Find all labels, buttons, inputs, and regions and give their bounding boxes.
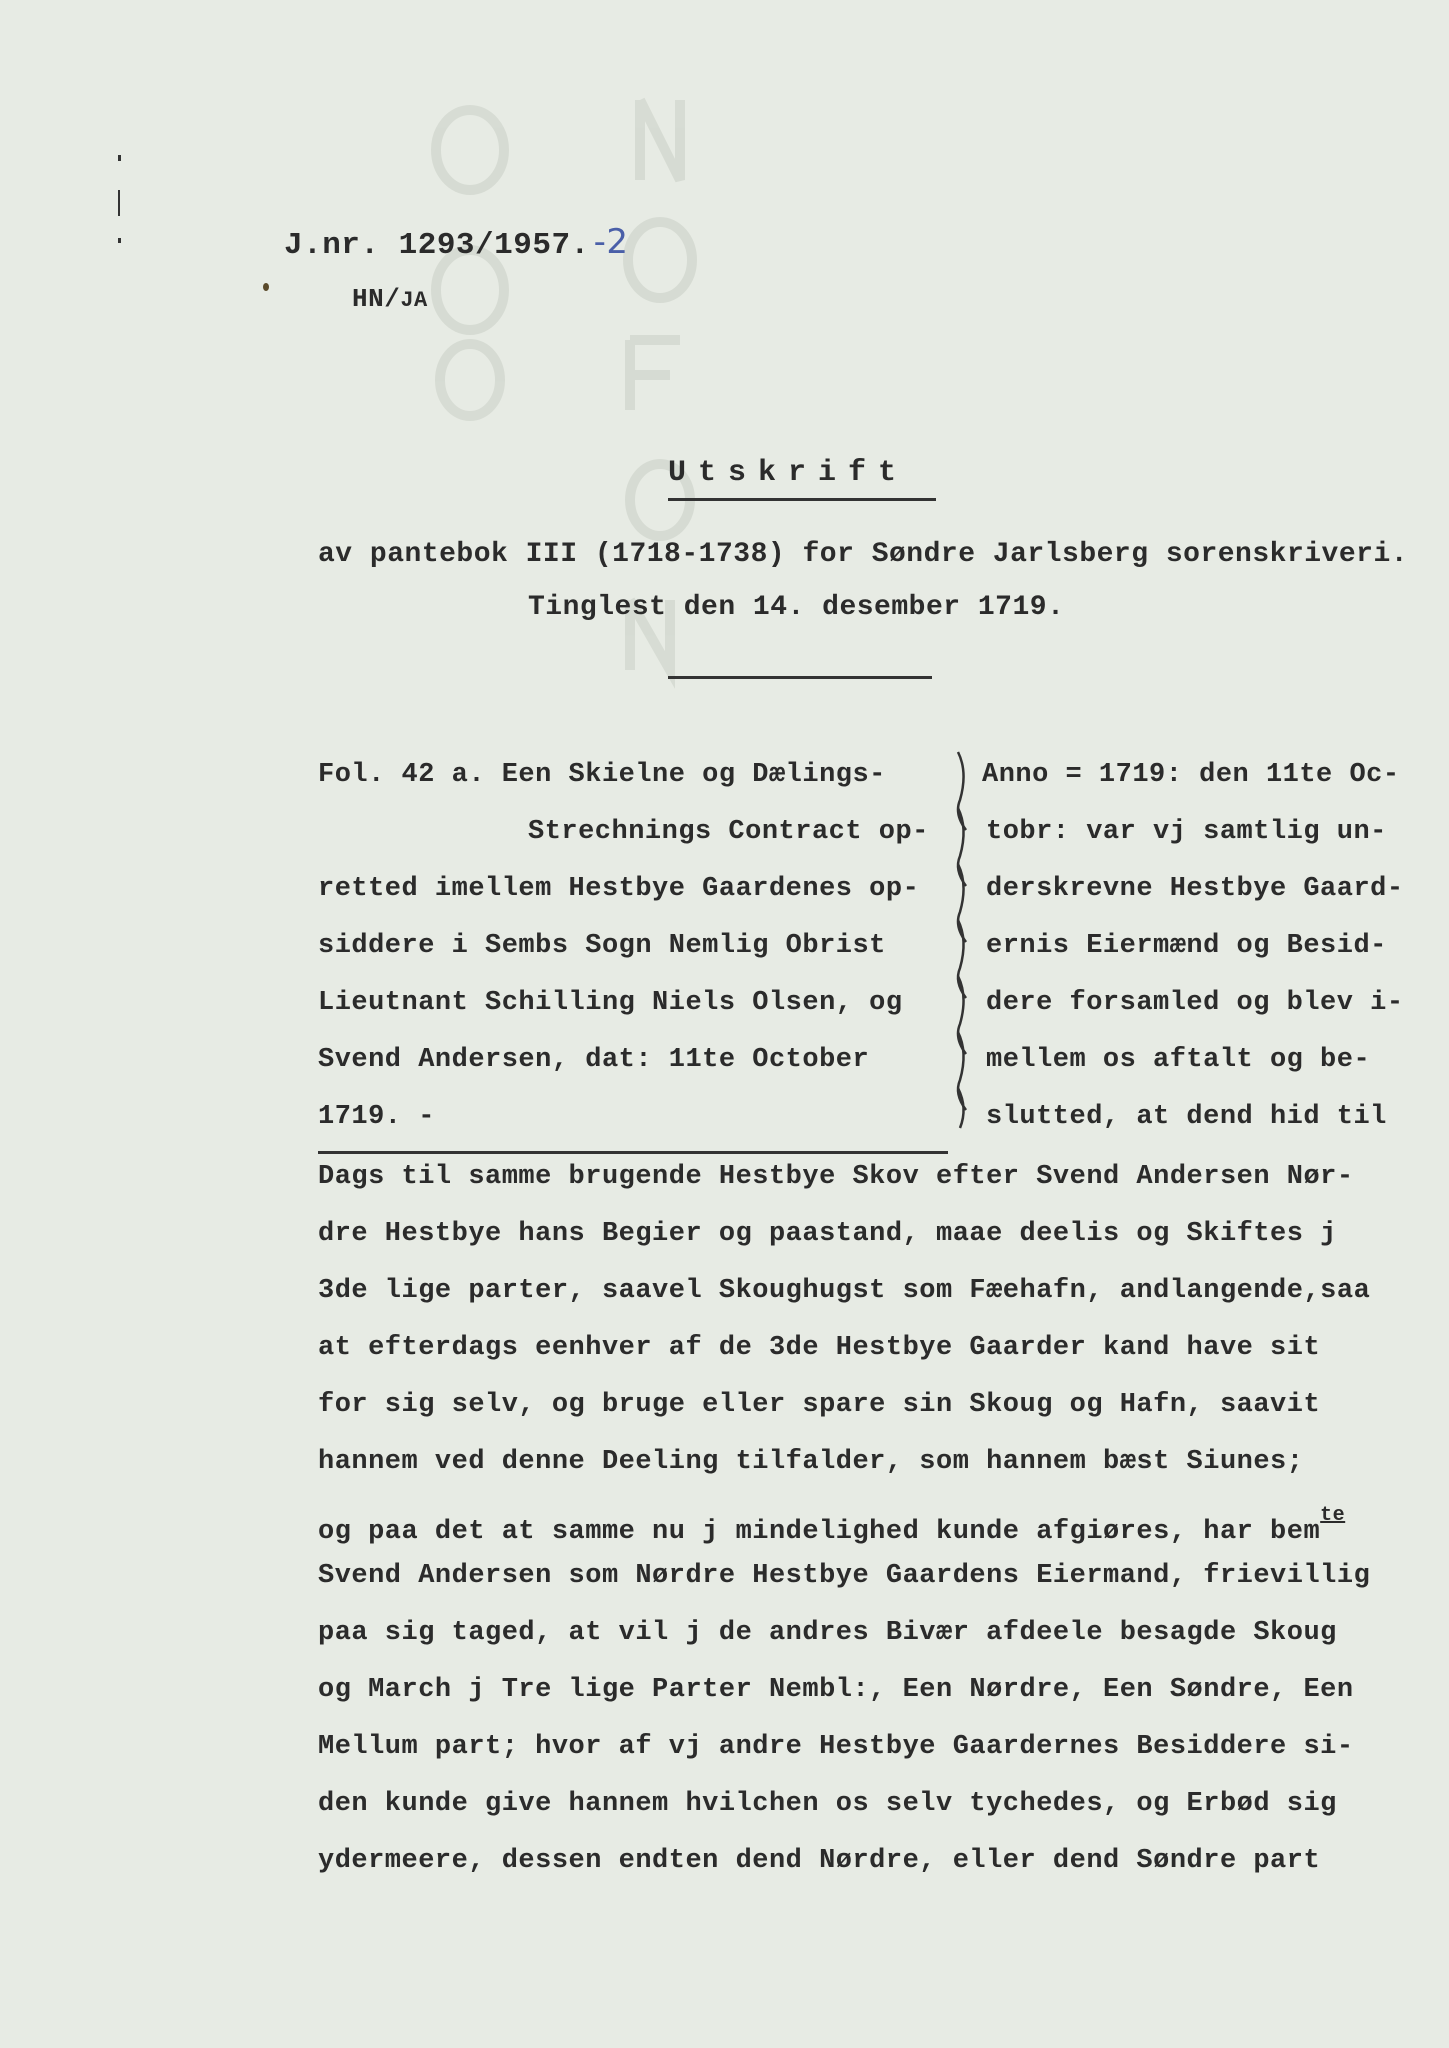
ink-dot — [263, 283, 269, 291]
left-line: retted imellem Hestbye Gaardenes op- — [318, 874, 920, 904]
body-line: og March j Tre lige Parter Nembl:, Een Nørdre, Een Søndre, Een — [318, 1675, 1354, 1705]
body-line: den kunde give hannem hvilchen os selv tychedes, og Erbød sig — [318, 1789, 1337, 1819]
right-line: mellem os aftalt og be- — [986, 1045, 1371, 1075]
margin-tick — [118, 155, 121, 161]
left-line: Lieutnant Schilling Niels Olsen, og — [318, 988, 903, 1018]
body-line: Mellum part; hvor af vj andre Hestbye Gaardernes Besiddere si- — [318, 1732, 1354, 1762]
left-line: Fol. 42 a. Een Skielne og Dælings- — [318, 760, 886, 790]
handwritten-annotation: -2 — [593, 222, 629, 262]
left-line: Strechnings Contract op- — [528, 817, 929, 847]
margin-tick — [118, 238, 121, 243]
body-line: 3de lige parter, saavel Skoughugst som Fæehafn, andlangende,saa — [318, 1276, 1371, 1306]
body-line: Svend Andersen som Nørdre Hestbye Gaardens Eiermand, frievillig — [318, 1561, 1371, 1591]
journal-number: J.nr. 1293/1957. -2 — [284, 222, 629, 263]
column-brace — [952, 748, 976, 1138]
document-title: Utskrift — [668, 456, 909, 490]
section-divider — [668, 676, 932, 679]
body-line: dre Hestbye hans Begier og paastand, maae deelis og Skiftes j — [318, 1219, 1337, 1249]
body-line: for sig selv, og bruge eller spare sin Skoug og Hafn, saavit — [318, 1390, 1321, 1420]
superscript: te — [1320, 1504, 1346, 1527]
right-line: tobr: var vj samtlig un- — [986, 817, 1387, 847]
stamp-watermark — [410, 40, 770, 800]
right-line: Anno = 1719: den 11te Oc- — [982, 760, 1400, 790]
body-line: paa sig taged, at vil j de andres Bivær afdeele besagde Skoug — [318, 1618, 1337, 1648]
left-line: 1719. - — [318, 1102, 435, 1132]
left-line: Svend Andersen, dat: 11te October — [318, 1045, 870, 1075]
right-line: ernis Eiermænd og Besid- — [986, 931, 1387, 961]
right-line: dere forsamled og blev i- — [986, 988, 1404, 1018]
subtitle-line-2: Tinglest den 14. desember 1719. — [528, 592, 1065, 623]
initials: HN/JA — [352, 284, 428, 314]
right-line: derskrevne Hestbye Gaard- — [986, 874, 1404, 904]
subtitle-line-1: av pantebok III (1718-1738) for Søndre Jarlsberg sorenskriveri. — [318, 539, 1409, 570]
left-line: siddere i Sembs Sogn Nemlig Obrist — [318, 931, 886, 961]
body-line: hannem ved denne Deeling tilfalder, som hannem bæst Siunes; — [318, 1447, 1304, 1477]
column-underline — [318, 1151, 948, 1154]
body-line: ydermeere, dessen endten dend Nørdre, eller dend Søndre part — [318, 1846, 1321, 1876]
title-underline — [668, 498, 936, 501]
right-line: slutted, at dend hid til — [986, 1102, 1387, 1132]
body-line: og paa det at samme nu j mindelighed kunde afgiøres, har bem$^{te}$ — [318, 1504, 1346, 1547]
body-line: at efterdags eenhver af de 3de Hestbye Gaarder kand have sit — [318, 1333, 1321, 1363]
body-line: Dags til samme brugende Hestbye Skov efter Svend Andersen Nør- — [318, 1162, 1354, 1192]
margin-tick — [118, 190, 120, 216]
